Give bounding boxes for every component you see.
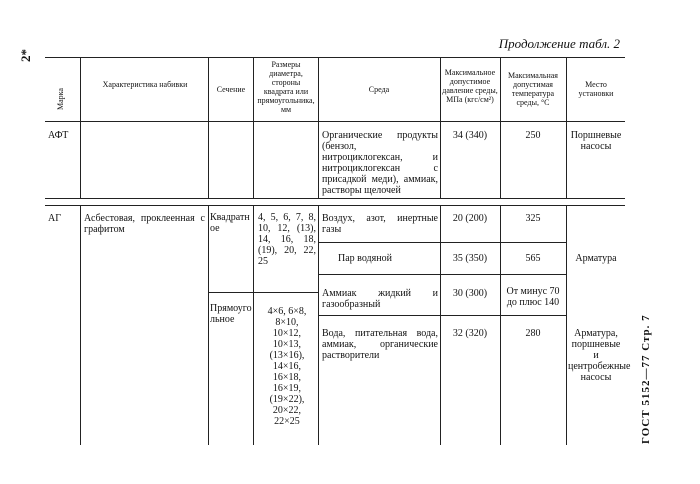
medium-cell: Аммиак жидкий и газообразный <box>322 288 438 310</box>
temperature-cell: 280 <box>525 328 541 339</box>
pressure-cell: 30 (300) <box>452 288 488 299</box>
row-ag-section-square: Квадратное <box>210 212 250 234</box>
header-sizes: Размеры диаметра, стороны квадрата или прямоугольника, мм <box>257 60 315 114</box>
row-ag-sizes-rect <box>256 306 318 427</box>
document-side-label: ГОСТ 5152—77 Стр. 7 <box>640 314 652 444</box>
medium-cell: Пар водяной <box>338 253 392 264</box>
temperature-cell: 565 <box>525 253 541 264</box>
pressure-cell: 20 (200) <box>452 213 488 224</box>
medium-cell: Вода, питательная вода, аммиак, органические растворители <box>322 328 438 361</box>
size-rect-item: 16×19, <box>272 383 302 394</box>
row-aft-marka: АФТ <box>48 130 69 141</box>
row-ag-sizes-square: 4, 5, 6, 7, 8, 10, 12, (13), 14, 16, 18, (19), 20, 22, 25 <box>258 212 316 267</box>
row-aft-location: Поршневые насосы <box>570 130 622 152</box>
location-cell: Арматура <box>575 253 617 264</box>
header-section: Сечение <box>216 85 246 94</box>
pressure-cell: 35 (350) <box>452 253 488 264</box>
header-characteristic: Характеристика набивки <box>102 80 188 89</box>
size-rect-item: 8×10, <box>275 317 299 328</box>
header-location: Место установки <box>578 80 614 98</box>
size-rect-item: 22×25 <box>274 416 300 427</box>
size-rect-item: 20×22, <box>272 405 302 416</box>
size-rect-item: 10×12, <box>272 328 302 339</box>
size-rect-item: 10×13, <box>272 339 302 350</box>
header-pressure: Максимальное допустимое давление среды, МПа (кгс/см²) <box>442 68 498 104</box>
row-aft-medium: Органические продукты (бензол, нитроциклогексан, и нитроциклогексан с присадкой меди), аммиак, растворы щелочей <box>322 130 438 196</box>
row-aft-pressure: 34 (340) <box>452 130 488 141</box>
header-marka: Марка <box>56 88 65 110</box>
location-cell: Арматура, поршневые и центробежные насосы <box>568 328 631 383</box>
size-rect-item: (19×22), <box>269 394 305 405</box>
size-rect-item: (13×16), <box>269 350 305 361</box>
medium-cell: Воздух, азот, инертные газы <box>322 213 438 235</box>
row-ag-section-rect: Прямоугольное <box>210 303 252 325</box>
header-temperature: Максимальная допустимая температура среды, °С <box>508 71 558 107</box>
row-ag-characteristic: Асбестовая, проклеенная с графитом <box>84 213 205 235</box>
continuation-title: Продолжение табл. 2 <box>498 36 620 51</box>
page-number: 2* <box>18 49 33 62</box>
header-medium: Среда <box>368 85 390 94</box>
size-rect-item: 14×16, <box>272 361 302 372</box>
row-aft-temperature: 250 <box>525 130 541 141</box>
size-rect-item: 16×18, <box>272 372 302 383</box>
pressure-cell: 32 (320) <box>452 328 488 339</box>
row-ag-marka: АГ <box>48 213 62 224</box>
size-rect-item: 4×6, 6×8, <box>267 306 307 317</box>
temperature-cell: От минус 70 до плюс 140 <box>506 286 560 308</box>
temperature-cell: 325 <box>525 213 541 224</box>
